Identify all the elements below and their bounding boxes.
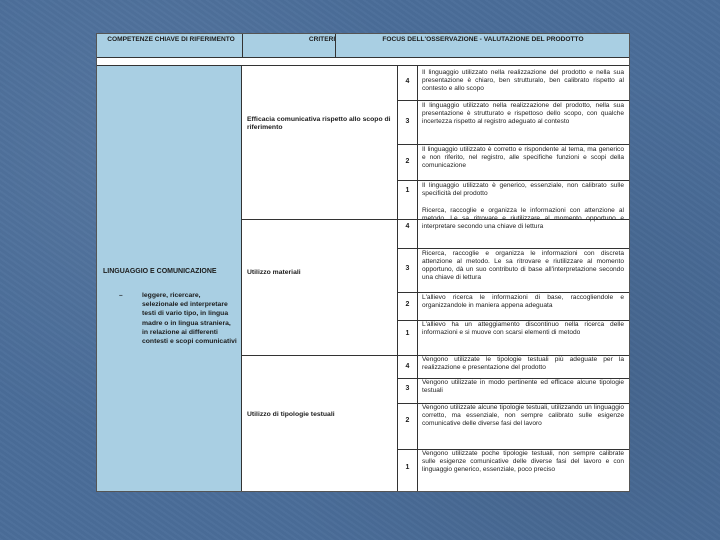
header-competenze: COMPETENZE CHIAVE DI RIFERIMENTO [107,36,235,43]
criteri-column [242,66,398,491]
score-value: 4 [405,78,410,85]
row-divider [398,292,629,293]
score-value: 4 [405,363,410,370]
row-divider [398,180,629,181]
competenza-column [97,66,242,491]
row-divider [398,355,629,356]
level-description: L'allievo ricerca le informazioni di base, raccogliendole e organizzandole in maniera appena adeguata [422,294,624,310]
level-description: Vengono utilizzate alcune tipologie testuali, utilizzando un linguaggio corretto, ma essenziale, non sempre calibrato sulle esigenze comunicative delle diverse fasi del lavoro [422,404,624,428]
score-value: 2 [405,417,410,424]
level-description: L'allievo ha un atteggiamento discontinuo nella ricerca delle informazioni e si muove con scarsi elementi di metodo [422,321,624,337]
level-description: Vengono utilizzate le tipologie testuali più adeguate per la realizzazione e presentazione del prodotto [422,356,624,372]
score-value: 2 [405,301,410,308]
criterion-label: Utilizzo materiali [247,269,301,276]
focus-column [418,66,629,491]
criterion-label: Utilizzo di tipologie testuali [247,411,335,418]
header-criteri: CRITERI [308,36,336,43]
level-description: Il linguaggio utilizzato nella realizzazione del prodotto, nella sua presentazione è strutturato e rispettoso dello scopo, con qualche incertezza rispetto al registro adeguato al contesto [422,102,624,126]
header-divider [335,34,336,57]
rubric-table [96,33,630,492]
competenza-title: LINGUAGGIO E COMUNICAZIONE [103,268,217,275]
score-value: 1 [405,464,410,471]
row-divider [242,355,397,356]
score-value: 1 [405,330,410,337]
row-divider [398,100,629,101]
level-description: Il linguaggio utilizzato è corretto e rispondente al tema, ma generico e non riferito, nel registro, alle specifiche funzioni e scopi della comunicazione [422,146,624,170]
header-divider [242,34,243,57]
score-value: 2 [405,158,410,165]
competenza-dash: – [119,292,123,299]
row-divider [398,144,629,145]
score-value: 1 [405,187,410,194]
score-value: 3 [405,118,410,125]
row-divider [398,403,629,404]
table-header [97,34,629,58]
score-value: 3 [405,385,410,392]
header-focus: FOCUS DELL'OSSERVAZIONE - VALUTAZIONE DEL PRODOTTO [382,36,584,43]
criterion-label: Efficacia comunicativa rispetto allo scopo di riferimento [247,116,391,132]
score-value: 3 [405,265,410,272]
level-description: Ricerca, raccoglie e organizza le informazioni con discreta attenzione al metodo. Le sa ritrovare e riutilizzare al momento opportuno, dà un suo contributo di base all'interpretazione secondo una chiave di lettura [422,250,624,282]
row-divider [242,219,397,220]
level-description: Il linguaggio utilizzato è generico, essenziale, non calibrato sulle specificità del prodotto [422,182,624,198]
level-description: Il linguaggio utilizzato nella realizzazione del prodotto e nella sua presentazione è chiaro, ben strutturalo, ben calibrato rispetto al contesto e allo scopo [422,69,624,93]
score-column [398,66,418,491]
row-divider [398,219,629,220]
row-divider [398,449,629,450]
row-divider [398,378,629,379]
level-description: Vengono utilizzate poche tipologie testuali, non sempre calibrate sulle esigenze comunicative delle diverse fasi del lavoro e con linguaggio generico, essenziale, poco preciso [422,450,624,474]
row-divider [398,248,629,249]
level-description: Vengono utilizzate in modo pertinente ed efficace alcune tipologie testuali [422,379,624,395]
score-value: 4 [405,223,410,230]
competenza-description: leggere, ricercare, selezionale ed interpretare testi di vario tipo, in lingua madre o in lingua straniera, in relazione ai differenti contesti e scopi comunicativi [142,292,237,345]
row-divider [398,320,629,321]
level-description: Ricerca, raccoglie e organizza le informazioni con attenzione al interpretare secondo una chiave di lettura [422,207,624,231]
spacer-row [97,58,629,66]
